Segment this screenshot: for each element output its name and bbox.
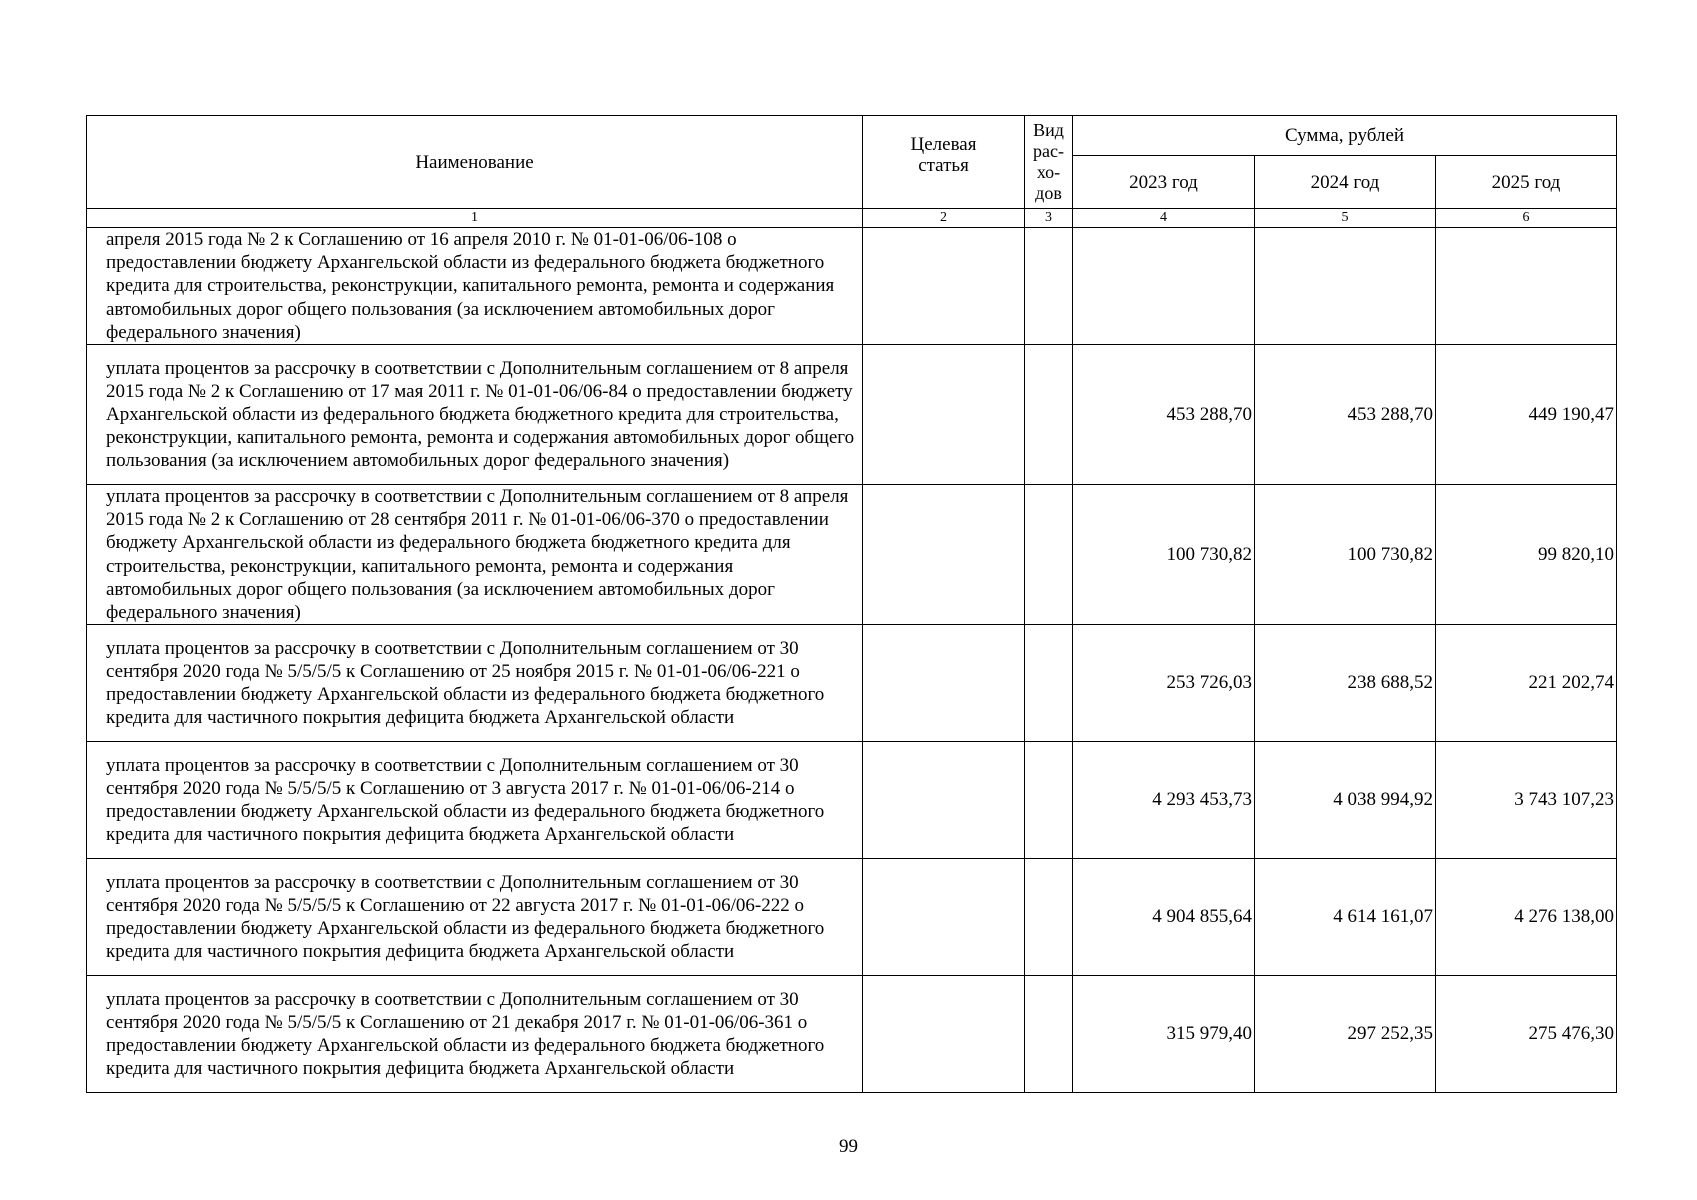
row-amount-2023: 4 904 855,64 (1073, 859, 1255, 976)
row-amount-2025: 221 202,74 (1436, 625, 1617, 742)
header-target-article (863, 116, 1025, 209)
column-number: 3 (1025, 209, 1073, 228)
header-year-2023: 2023 год (1073, 156, 1255, 209)
row-target-article (863, 976, 1025, 1093)
table-row (87, 485, 1617, 625)
row-amount-2025: 449 190,47 (1436, 345, 1617, 485)
row-amount-2024: 100 730,82 (1255, 485, 1436, 625)
row-amount-2023: 315 979,40 (1073, 976, 1255, 1093)
row-name: апреля 2015 года № 2 к Соглашению от 16 апреля 2010 г. № 01-01-06/06-108 о предоставлении бюджету Архангельской области из федерального бюджета бюджетного кредита для строительства, реконструкции, капитального ремонта, ремонта и содержания автомобильных дорог общего пользования (за исключением автомобильных дорог федерального значения) (87, 228, 863, 345)
row-expense-type (1025, 625, 1073, 742)
column-number: 4 (1073, 209, 1255, 228)
row-expense-type (1025, 228, 1073, 345)
row-name: уплата процентов за рассрочку в соответствии с Дополнительным соглашением от 8 апреля 2015 года № 2 к Соглашению от 28 сентября 2011 г. № 01-01-06/06-370 о предоставлении бюджету Архангельской области из федерального бюджета бюджетного кредита для строительства, реконструкции, капитального ремонта, ремонта и содержания автомобильных дорог общего пользования (за исключением автомобильных дорог федерального значения) (87, 485, 863, 625)
row-amount-2023: 100 730,82 (1073, 485, 1255, 625)
row-name: уплата процентов за рассрочку в соответствии с Дополнительным соглашением от 30 сентября 2020 года № 5/5/5/5 к Соглашению от 21 декабря 2017 г. № 01-01-06/06-361 о предоставлении бюджету Архангельской области из федерального бюджета бюджетного кредита для частичного покрытия дефицита бюджета Архангельской области (87, 976, 863, 1093)
row-target-article (863, 228, 1025, 345)
header-sum: Сумма, рублей (1073, 116, 1617, 156)
row-amount-2025: 3 743 107,23 (1436, 742, 1617, 859)
row-target-article (863, 859, 1025, 976)
header-expense-type-line2: рас- (1033, 141, 1064, 161)
column-number: 2 (863, 209, 1025, 228)
header-year-2025: 2025 год (1436, 156, 1617, 209)
header-expense-type (1025, 116, 1073, 209)
header-target-article-line2: статья (918, 155, 969, 176)
row-amount-2024: 453 288,70 (1255, 345, 1436, 485)
row-target-article (863, 345, 1025, 485)
row-amount-2024: 297 252,35 (1255, 976, 1436, 1093)
row-amount-2024: 4 614 161,07 (1255, 859, 1436, 976)
header-name: Наименование (87, 116, 863, 209)
row-amount-2023: 453 288,70 (1073, 345, 1255, 485)
row-target-article (863, 625, 1025, 742)
page-number: 99 (839, 1136, 858, 1157)
row-expense-type (1025, 345, 1073, 485)
row-amount-2025 (1436, 228, 1617, 345)
table-row (87, 976, 1617, 1093)
row-amount-2023 (1073, 228, 1255, 345)
row-expense-type (1025, 742, 1073, 859)
row-amount-2023: 4 293 453,73 (1073, 742, 1255, 859)
row-expense-type (1025, 485, 1073, 625)
row-name: уплата процентов за рассрочку в соответствии с Дополнительным соглашением от 30 сентября 2020 года № 5/5/5/5 к Соглашению от 3 августа 2017 г. № 01-01-06/06-214 о предоставлении бюджету Архангельской области из федерального бюджета бюджетного кредита для частичного покрытия дефицита бюджета Архангельской области (87, 742, 863, 859)
header-expense-type-line1: Вид (1033, 120, 1064, 140)
header-expense-type-line3: хо- (1036, 162, 1061, 182)
header-year-2024: 2024 год (1255, 156, 1436, 209)
row-name: уплата процентов за рассрочку в соответствии с Дополнительным соглашением от 30 сентября 2020 года № 5/5/5/5 к Соглашению от 25 ноября 2015 г. № 01-01-06/06-221 о предоставлении бюджету Архангельской области из федерального бюджета бюджетного кредита для частичного покрытия дефицита бюджета Архангельской области (87, 625, 863, 742)
table-row (87, 742, 1617, 859)
header-expense-type-line4: дов (1035, 183, 1062, 203)
row-expense-type (1025, 976, 1073, 1093)
table-row (87, 345, 1617, 485)
row-expense-type (1025, 859, 1073, 976)
column-number: 6 (1436, 209, 1617, 228)
table-row (87, 859, 1617, 976)
row-amount-2024: 238 688,52 (1255, 625, 1436, 742)
row-amount-2023: 253 726,03 (1073, 625, 1255, 742)
row-name: уплата процентов за рассрочку в соответствии с Дополнительным соглашением от 8 апреля 2015 года № 2 к Соглашению от 17 мая 2011 г. № 01-01-06/06-84 о предоставлении бюджету Архангельской области из федерального бюджета бюджетного кредита для строительства, реконструкции, капитального ремонта, ремонта и содержания автомобильных дорог общего пользования (за исключением автомобильных дорог федерального значения) (87, 345, 863, 485)
row-amount-2024: 4 038 994,92 (1255, 742, 1436, 859)
column-number: 5 (1255, 209, 1436, 228)
row-amount-2025: 4 276 138,00 (1436, 859, 1617, 976)
header-target-article-line1: Целевая (910, 134, 977, 155)
row-target-article (863, 742, 1025, 859)
budget-table (86, 115, 1617, 1093)
row-amount-2024 (1255, 228, 1436, 345)
table-row (87, 228, 1617, 345)
row-amount-2025: 275 476,30 (1436, 976, 1617, 1093)
row-name: уплата процентов за рассрочку в соответствии с Дополнительным соглашением от 30 сентября 2020 года № 5/5/5/5 к Соглашению от 22 августа 2017 г. № 01-01-06/06-222 о предоставлении бюджету Архангельской области из федерального бюджета бюджетного кредита для частичного покрытия дефицита бюджета Архангельской области (87, 859, 863, 976)
row-amount-2025: 99 820,10 (1436, 485, 1617, 625)
row-target-article (863, 485, 1025, 625)
table-row (87, 625, 1617, 742)
column-number: 1 (87, 209, 863, 228)
